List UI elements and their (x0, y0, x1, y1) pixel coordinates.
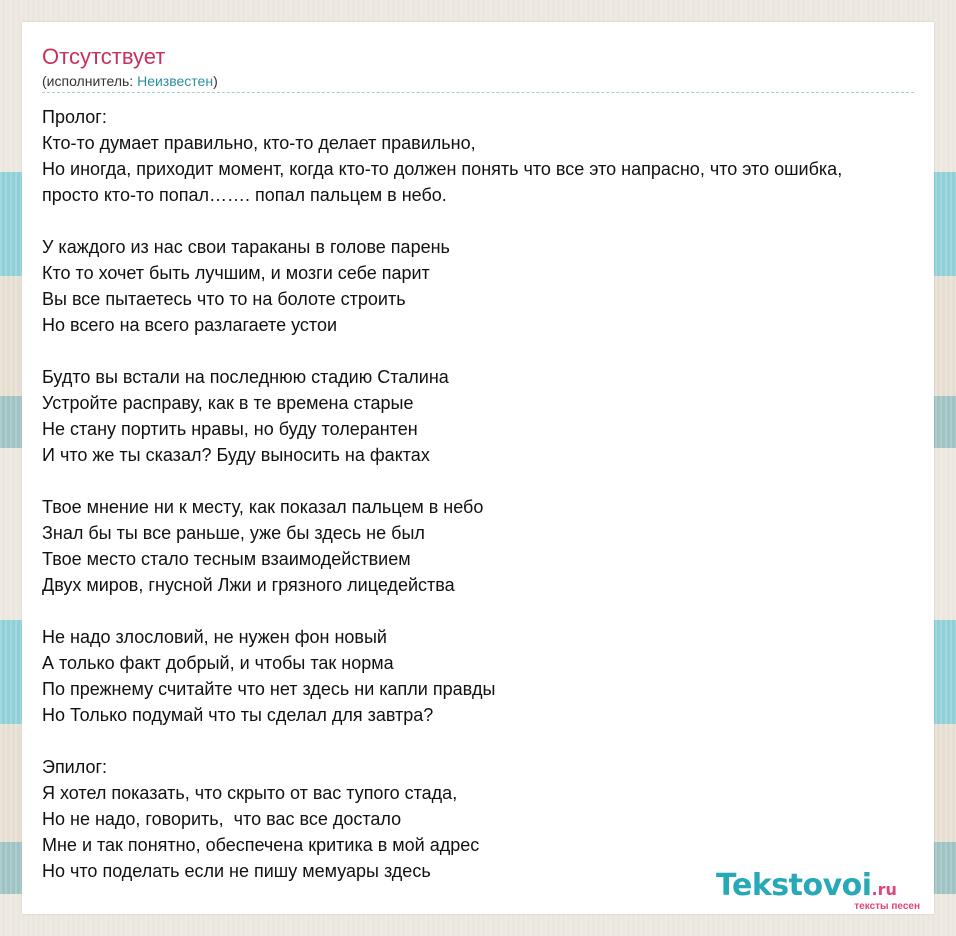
lyrics-line: Мне и так понятно, обеспечена критика в мой адрес (42, 835, 480, 855)
lyrics-line: Пролог: (42, 107, 107, 127)
lyrics-line: Вы все пытаетесь что то на болоте строить (42, 289, 406, 309)
lyrics-line: Твое место стало тесным взаимодействием (42, 549, 411, 569)
lyrics-line: Эпилог: (42, 757, 108, 777)
logo-tld: .ru (871, 880, 897, 899)
artist-suffix: ) (213, 73, 218, 89)
title-divider (42, 92, 914, 93)
lyrics-line: Двух миров, гнусной Лжи и грязного лицедейства (42, 575, 455, 595)
lyrics-line: Устройте расправу, как в те времена старые (42, 393, 414, 413)
lyrics-line: просто кто-то попал……. попал пальцем в небо. (42, 185, 447, 205)
lyrics-line: Но иногда, приходит момент, когда кто-то должен понять что все это напрасно, что это ошибка, (42, 159, 843, 179)
lyrics-line: И что же ты сказал? Буду выносить на фактах (42, 445, 430, 465)
lyrics-line: Твое мнение ни к месту, как показал пальцем в небо (42, 497, 484, 517)
lyrics-line: У каждого из нас свои тараканы в голове парень (42, 237, 450, 257)
lyrics-card (22, 22, 934, 914)
lyrics-text (42, 104, 934, 884)
lyrics-line: Кто-то думает правильно, кто-то делает правильно, (42, 133, 476, 153)
lyrics-line: А только факт добрый, и чтобы так норма (42, 653, 394, 673)
stanza-break (42, 468, 934, 494)
lyrics-line: Будто вы встали на последнюю стадию Сталина (42, 367, 449, 387)
lyrics-line: По прежнему считайте что нет здесь ни капли правды (42, 679, 496, 699)
artist-line (42, 73, 218, 89)
logo-name: Tekstovoi (716, 868, 872, 903)
lyrics-line: Но Только подумай что ты сделал для завтра? (42, 705, 434, 725)
stanza-break (42, 338, 934, 364)
stanza-break (42, 728, 934, 754)
lyrics-line: Не стану портить нравы, но буду толерантен (42, 419, 418, 439)
stanza-break (42, 598, 934, 624)
lyrics-line: Кто то хочет быть лучшим, и мозги себе парит (42, 263, 430, 283)
song-title: Отсутствует (42, 44, 166, 69)
lyrics-line: Не надо злословий, не нужен фон новый (42, 627, 387, 647)
stanza-break (42, 208, 934, 234)
artist-prefix: (исполнитель: (42, 73, 138, 89)
lyrics-line: Я хотел показать, что скрыто от вас тупого стада, (42, 783, 458, 803)
site-logo[interactable] (716, 868, 926, 912)
lyrics-line: Знал бы ты все раньше, уже бы здесь не был (42, 523, 425, 543)
logo-tagline: тексты песен (854, 901, 920, 912)
lyrics-line: Но не надо, говорить, что вас все достало (42, 809, 402, 829)
lyrics-line: Но что поделать если не пишу мемуары здесь (42, 861, 431, 881)
logo-wordmark (716, 868, 897, 903)
lyrics-line: Но всего на всего разлагаете устои (42, 315, 338, 335)
artist-link[interactable]: Неизвестен (137, 73, 214, 89)
